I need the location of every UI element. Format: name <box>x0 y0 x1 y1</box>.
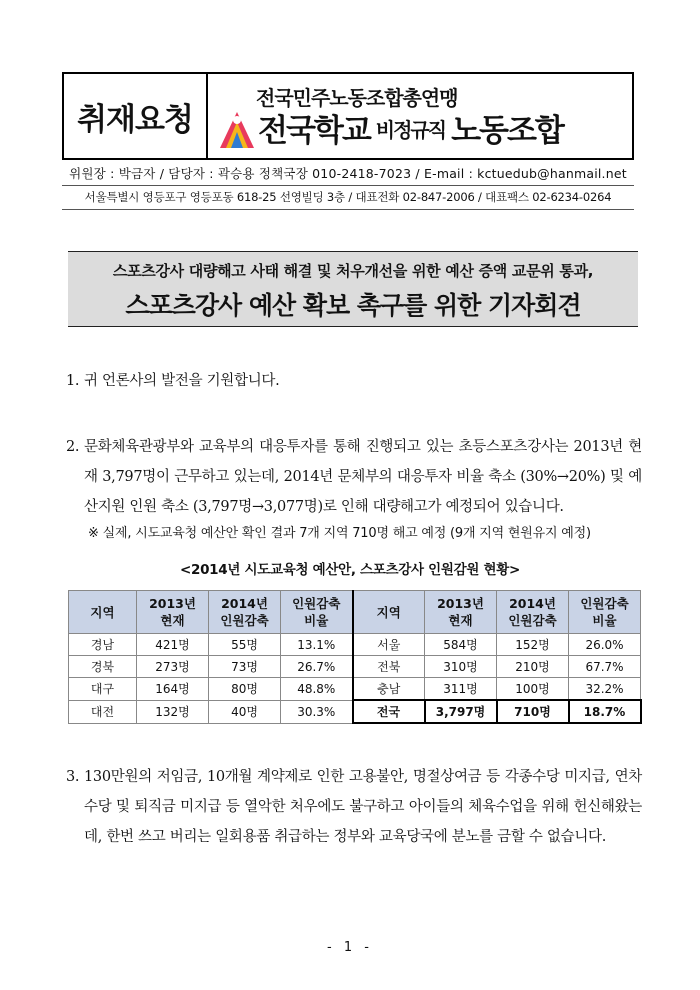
table-cell: 40명 <box>209 700 281 723</box>
table-header-row <box>69 591 641 634</box>
header-2013: 2013년 현재 <box>425 591 497 634</box>
paragraph-text: 130만원의 저임금, 10개월 계약제로 인한 고용불안, 명절상여금 등 각종수당 미지급, 연차수당 및 퇴직금 미지급 등 열악한 처우에도 불구하고 아이들의 체육수업을 위해 헌신해왔는데, 한번 쓰고 버리는 일회용품 취급하는 정부와 교육당국에 분노를 금할 수 없습니다. <box>84 769 642 845</box>
paragraph-3 <box>66 762 642 852</box>
contact-info-line: 위원장 : 박금자 / 담당자 : 곽승용 정책국장 010-2418-7023 / E-mail : kctuedub@hanmail.net <box>62 160 634 186</box>
table-cell: 152명 <box>497 634 569 656</box>
header-ratio: 인원감축 비율 <box>569 591 641 634</box>
title-box <box>68 251 638 327</box>
union-name <box>258 110 563 151</box>
header-2014: 2014년 인원감축 <box>497 591 569 634</box>
header-region: 지역 <box>69 591 137 634</box>
header-right-cell <box>208 74 632 158</box>
note-text: ※ 실제, 시도교육청 예산안 확인 결과 7개 지역 710명 해고 예정 (9개 지역 현원유지 예정) <box>88 526 591 541</box>
table-cell: 73명 <box>209 656 281 678</box>
table-cell: 서울 <box>353 634 425 656</box>
subtitle: 스포츠강사 대량해고 사태 해결 및 처우개선을 위한 예산 증액 교문위 통과, <box>112 262 594 280</box>
press-request-title: 취재요청 <box>77 101 193 138</box>
table-cell: 311명 <box>425 678 497 701</box>
paragraph-text: 귀 언론사의 발전을 기원합니다. <box>84 373 280 389</box>
union-name-part3: 노동조합 <box>451 113 563 149</box>
paragraph-number: 2. <box>66 439 80 455</box>
table-cell: 80명 <box>209 678 281 701</box>
address-line: 서울특별시 영등포구 영등포동 618-25 선영빌딩 3층 / 대표전화 02-847-2006 / 대표팩스 02-6234-0264 <box>84 190 612 204</box>
table-cell: 26.7% <box>281 656 353 678</box>
table-cell: 13.1% <box>281 634 353 656</box>
paragraph-number: 1. <box>66 373 80 389</box>
table-cell: 132명 <box>137 700 209 723</box>
paragraph-number: 3. <box>66 769 80 785</box>
header-ratio: 인원감축 비율 <box>281 591 353 634</box>
table-cell: 67.7% <box>569 656 641 678</box>
table-cell: 26.0% <box>569 634 641 656</box>
table-cell: 충남 <box>353 678 425 701</box>
total-cell: 18.7% <box>569 700 641 723</box>
table-cell: 경남 <box>69 634 137 656</box>
table-row <box>69 634 641 656</box>
table-cell: 전북 <box>353 656 425 678</box>
paragraph-text: 문화체육관광부와 교육부의 대응투자를 통해 진행되고 있는 초등스포츠강사는 2013년 현재 3,797명이 근무하고 있는데, 2014년 문체부의 대응투자 비율 축소 (30%→20%) 및 예산지원 인원 축소 (3,797명→3,077명)로 인해 대량해고가 예정되어 있습니다. <box>84 439 642 515</box>
table-cell: 164명 <box>137 678 209 701</box>
table-cell: 584명 <box>425 634 497 656</box>
union-name-part2: 비정규직 <box>375 118 446 142</box>
press-header <box>62 72 634 160</box>
table-cell: 55명 <box>209 634 281 656</box>
total-cell: 전국 <box>353 700 425 723</box>
header-left-cell <box>64 74 208 158</box>
table-cell: 210명 <box>497 656 569 678</box>
divider <box>62 209 634 210</box>
table-cell: 대전 <box>69 700 137 723</box>
table-cell: 대구 <box>69 678 137 701</box>
header-region: 지역 <box>353 591 425 634</box>
table-row-total <box>69 700 641 723</box>
federation-name: 전국민주노동조합총연맹 <box>256 86 458 110</box>
table-cell: 310명 <box>425 656 497 678</box>
main-title: 스포츠강사 예산 확보 촉구를 위한 기자회견 <box>125 291 581 320</box>
table-row <box>69 678 641 701</box>
table-cell: 273명 <box>137 656 209 678</box>
header-2013: 2013년 현재 <box>137 591 209 634</box>
total-cell: 3,797명 <box>425 700 497 723</box>
table-title: <2014년 시도교육청 예산안, 스포츠강사 인원감원 현황> <box>179 562 521 578</box>
paragraph-2 <box>66 432 642 522</box>
table-row <box>69 656 641 678</box>
union-logo-icon <box>218 110 256 150</box>
page-number: - 1 - <box>327 940 373 955</box>
table-cell: 30.3% <box>281 700 353 723</box>
table-cell: 48.8% <box>281 678 353 701</box>
table-cell: 421명 <box>137 634 209 656</box>
layoff-table <box>68 590 642 724</box>
table-cell: 경북 <box>69 656 137 678</box>
table-cell: 32.2% <box>569 678 641 701</box>
header-2014: 2014년 인원감축 <box>209 591 281 634</box>
table-cell: 100명 <box>497 678 569 701</box>
total-cell: 710명 <box>497 700 569 723</box>
paragraph-1 <box>66 366 642 396</box>
union-name-part1: 전국학교 <box>258 113 370 149</box>
